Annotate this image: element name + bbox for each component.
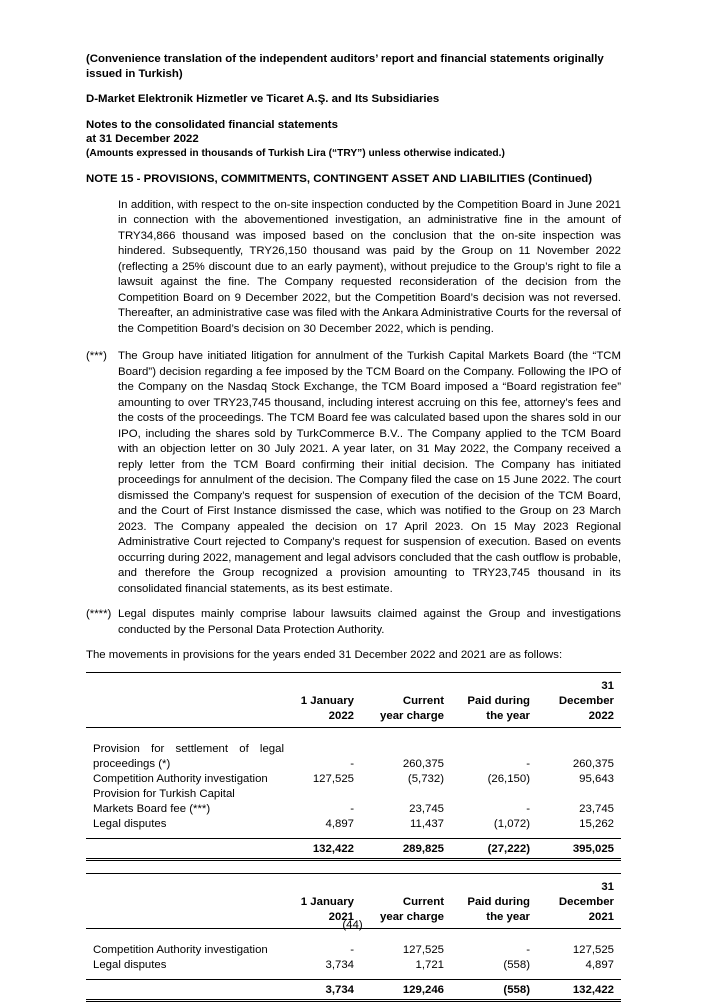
column-header: 31 December 2021 xyxy=(537,880,621,929)
table-total-row: 3,734 129,246 (558) 132,422 xyxy=(86,979,621,1000)
column-header: Paid during the year xyxy=(451,880,537,929)
movements-intro: The movements in provisions for the years ended 31 December 2022 and 2021 are as follows: xyxy=(86,649,563,661)
amounts-note: (Amounts expressed in thousands of Turkish Lira (“TRY”) unless otherwise indicated.) xyxy=(86,147,505,159)
column-header: 31 December 2022 xyxy=(537,679,621,728)
table-header-row xyxy=(86,679,621,728)
table-row: proceedings (*) - 260,375 - 260,375 xyxy=(93,757,614,770)
column-header: 1 January 2021 xyxy=(291,880,361,929)
note-marker: (****) xyxy=(86,608,112,620)
translation-note: (Convenience translation of the independent auditors’ report and financial statements originally issued in Turkish) xyxy=(86,53,604,80)
table-row: Markets Board fee (***) - 23,745 - 23,745 xyxy=(93,802,614,815)
table-row-label: Provision for settlement of legal xyxy=(93,742,284,755)
note-marker: (***) xyxy=(86,350,107,362)
table-row: Legal disputes 4,897 11,437 (1,072) 15,262 xyxy=(93,817,614,830)
column-header: Paid during the year xyxy=(451,679,537,728)
note-text: Legal disputes mainly comprise labour lawsuits claimed against the Group and investigations conducted by the Personal Data Protection Authority. xyxy=(118,608,621,636)
company-name: D-Market Elektronik Hizmetler ve Ticaret A.Ş. and Its Subsidiaries xyxy=(86,93,440,105)
note-text: The Group have initiated litigation for annulment of the Turkish Capital Markets Board (the “TCM Board”) decision regarding a fee imposed by the TCM Board on the Company. Following the IPO of the Company on the Nasdaq Stock Exchange, the TCM Board imposed a “Board registration fee” amounting to over TRY23,745 thousand, including interest accruing on this fee, attorney’s fees and the costs of the proceedings. The TCM Board fee was calculated based upon the shares sold in our IPO, including the shares sold by TurkCommerce B.V.. The Company applied to the TCM Board with an objection letter on 30 July 2021. A year later, on 31 May 2022, the Company received a reply letter from the TCM Board confirming their initial decision. The Company has initiated proceedings for annulment of the decision. The Company filed the case on 15 June 2022. The court dismissed the Company’s request for suspension of execution of the decision of the TCM Board, and the Court of First Instance dismissed the case, which was notified to the Group on 23 March 2023. The Company appealed the decision on 17 April 2023. On 15 May 2023 Regional Administrative Court rejected to Company’s request for suspension of execution. Based on events occurring during 2022, management and legal advisors concluded that the cash outflow is probable, and therefore the Group recognized a provision amounting to TRY23,745 thousand in its consolidated financial statements, as its best estimate. xyxy=(118,350,621,595)
column-header: Current year charge xyxy=(361,679,451,728)
report-header xyxy=(86,52,621,81)
table-total-row: 132,422 289,825 (27,222) 395,025 xyxy=(86,838,621,859)
notes-title: Notes to the consolidated financial statements xyxy=(86,118,338,131)
column-header: Current year charge xyxy=(361,880,451,929)
table-row: Legal disputes 3,734 1,721 (558) 4,897 xyxy=(93,958,614,971)
table-row-label: Provision for Turkish Capital xyxy=(93,787,235,800)
paragraph-competition-fine: In addition, with respect to the on-site inspection conducted by the Competition Board in June 2021 in connection with the abovementioned investigation, an administrative fine in the amount of TRY34,866 thousand was imposed based on the conclusion that the on-site inspection was hindered. Subsequently, TRY26,150 thousand was paid by the Group on 11 November 2022 (reflecting a 25% discount due to an early payment), without prejudice to the Group’s right to file a lawsuit against the fine. The Company requested reconsideration of the decision from the Competition Board on 9 December 2022, but the Competition Board’s decision was not reversed. Thereafter, an administrative case was filed with the Ankara Administrative Courts for the reversal of the Competition Board’s decision on 30 December 2022, which is pending. xyxy=(118,198,621,335)
page-number: (44) xyxy=(342,919,363,931)
table-row: Competition Authority investigation 127,525 (5,732) (26,150) 95,643 xyxy=(93,772,614,785)
note-tcm-board xyxy=(86,349,621,597)
statement-date: at 31 December 2022 xyxy=(86,133,199,145)
page-content xyxy=(86,52,621,1002)
provisions-table-2022 xyxy=(86,672,621,861)
provisions-table-2021 xyxy=(86,873,621,1002)
table-row: Competition Authority investigation - 127,525 - 127,525 xyxy=(93,943,614,956)
note-title: NOTE 15 - PROVISIONS, COMMITMENTS, CONTINGENT ASSET AND LIABILITIES (Continued) xyxy=(86,173,593,185)
note-legal-disputes xyxy=(86,607,621,638)
column-header: 1 January 2022 xyxy=(291,679,361,728)
